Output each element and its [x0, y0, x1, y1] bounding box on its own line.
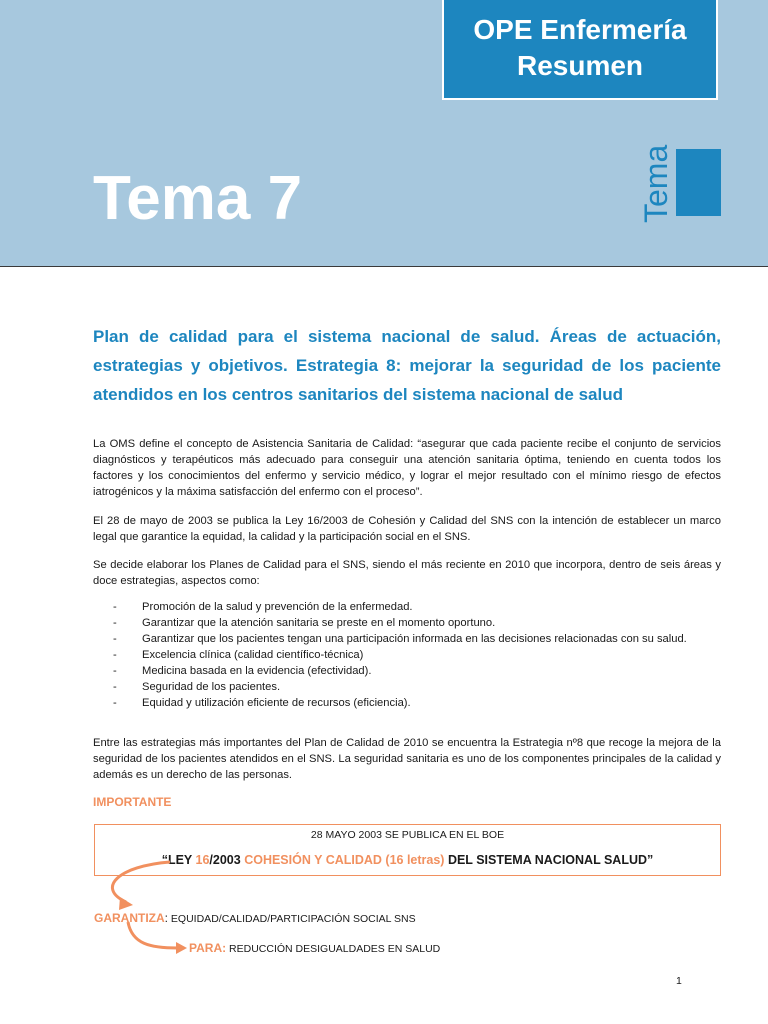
garantiza-line [94, 910, 416, 927]
list-item-text: Promoción de la salud y prevención de la enfermedad. [142, 601, 413, 613]
law-part-cohesion: COHESIÓN Y CALIDAD (16 letras) [244, 853, 445, 867]
brand-line-2: Resumen [516, 50, 644, 81]
topic-heading: Plan de calidad para el sistema nacional de salud. Áreas de actuación, estrategias y objetivos. Estrategia 8: mejorar la seguridad de los paciente atendidos en los centros sanitarios del sistema nacional de salud [93, 327, 721, 404]
list-item-text: Excelencia clínica (calidad científico-técnica) [142, 649, 364, 661]
list-item-text: Garantizar que los pacientes tengan una participación informada en las decisiones relacionadas con su salud. [142, 633, 687, 645]
list-dash: - [113, 681, 117, 693]
paragraph-oms-definition: La OMS define el concepto de Asistencia Sanitaria de Calidad: “asegurar que cada paciente recibe el conjunto de servicios diagnósticos y terapéuticos más adecuado para conseguir una atención sanitaria óptima, teniendo en cuenta todos los factores y los conocimientos del enfermo y servicio médico, y lograr el mejor resultado con el mínimo riesgo de efectos iatrogénicos y la máxima satisfacción del enfermo con el proceso”. [93, 438, 721, 498]
page-number: 1 [676, 975, 682, 987]
brand-line-1: OPE Enfermería [473, 14, 687, 45]
list-dash: - [113, 617, 117, 629]
garantiza-colon: : [164, 911, 169, 925]
law-part-sistema: DEL SISTEMA NACIONAL SALUD” [444, 853, 654, 867]
arrow-head-para [176, 942, 187, 954]
para-keyword: PARA: [189, 941, 227, 955]
arrow-to-garantiza [112, 862, 170, 902]
garantiza-keyword: GARANTIZA [94, 911, 165, 925]
paragraph-planes-calidad: Se decide elaborar los Planes de Calidad para el SNS, siendo el más reciente en 2010 que incorpora, dentro de seis áreas y doce estrategias, aspectos como: [93, 559, 721, 587]
list-dash: - [113, 601, 117, 613]
garantiza-text: EQUIDAD/CALIDAD/PARTICIPACIÓN SOCIAL SNS [168, 913, 416, 925]
list-item-text: Garantizar que la atención sanitaria se preste en el momento oportuno. [142, 617, 496, 629]
list-dash: - [113, 633, 117, 645]
list-item-text: Medicina basada en la evidencia (efectividad). [142, 665, 372, 677]
list-dash: - [113, 697, 117, 709]
paragraph-estrategia-8: Entre las estrategias más importantes del Plan de Calidad de 2010 se encuentra la Estrategia nº8 que recoge la mejora de la seguridad de los pacientes atendidos en el SNS. La seguridad sanitaria es uno de los componentes principales de la calidad y además es un derecho de las personas. [93, 737, 721, 781]
page-title: Tema 7 [93, 164, 303, 233]
law-part-year: /2003 [209, 853, 245, 867]
law-part-ley: “LEY [161, 853, 196, 867]
law-part-number: 16 [195, 853, 210, 867]
vertical-tema-label: Tema [638, 144, 674, 223]
list-dash: - [113, 665, 117, 677]
list-dash: - [113, 649, 117, 661]
arrow-head-garantiza [119, 897, 133, 910]
list-item-text: Equidad y utilización eficiente de recursos (eficiencia). [142, 697, 411, 709]
paragraph-ley-16-2003: El 28 de mayo de 2003 se publica la Ley 16/2003 de Cohesión y Calidad del SNS con la intención de establecer un marco legal que garantice la equidad, la calidad y la participación social en el SNS. [93, 515, 721, 543]
para-line [189, 940, 440, 957]
law-date-line: 28 MAYO 2003 SE PUBLICA EN EL BOE [310, 829, 505, 841]
list-item-text: Seguridad de los pacientes. [142, 681, 281, 693]
important-label: IMPORTANTE [93, 795, 172, 809]
para-text: REDUCCIÓN DESIGUALDADES EN SALUD [226, 943, 441, 955]
